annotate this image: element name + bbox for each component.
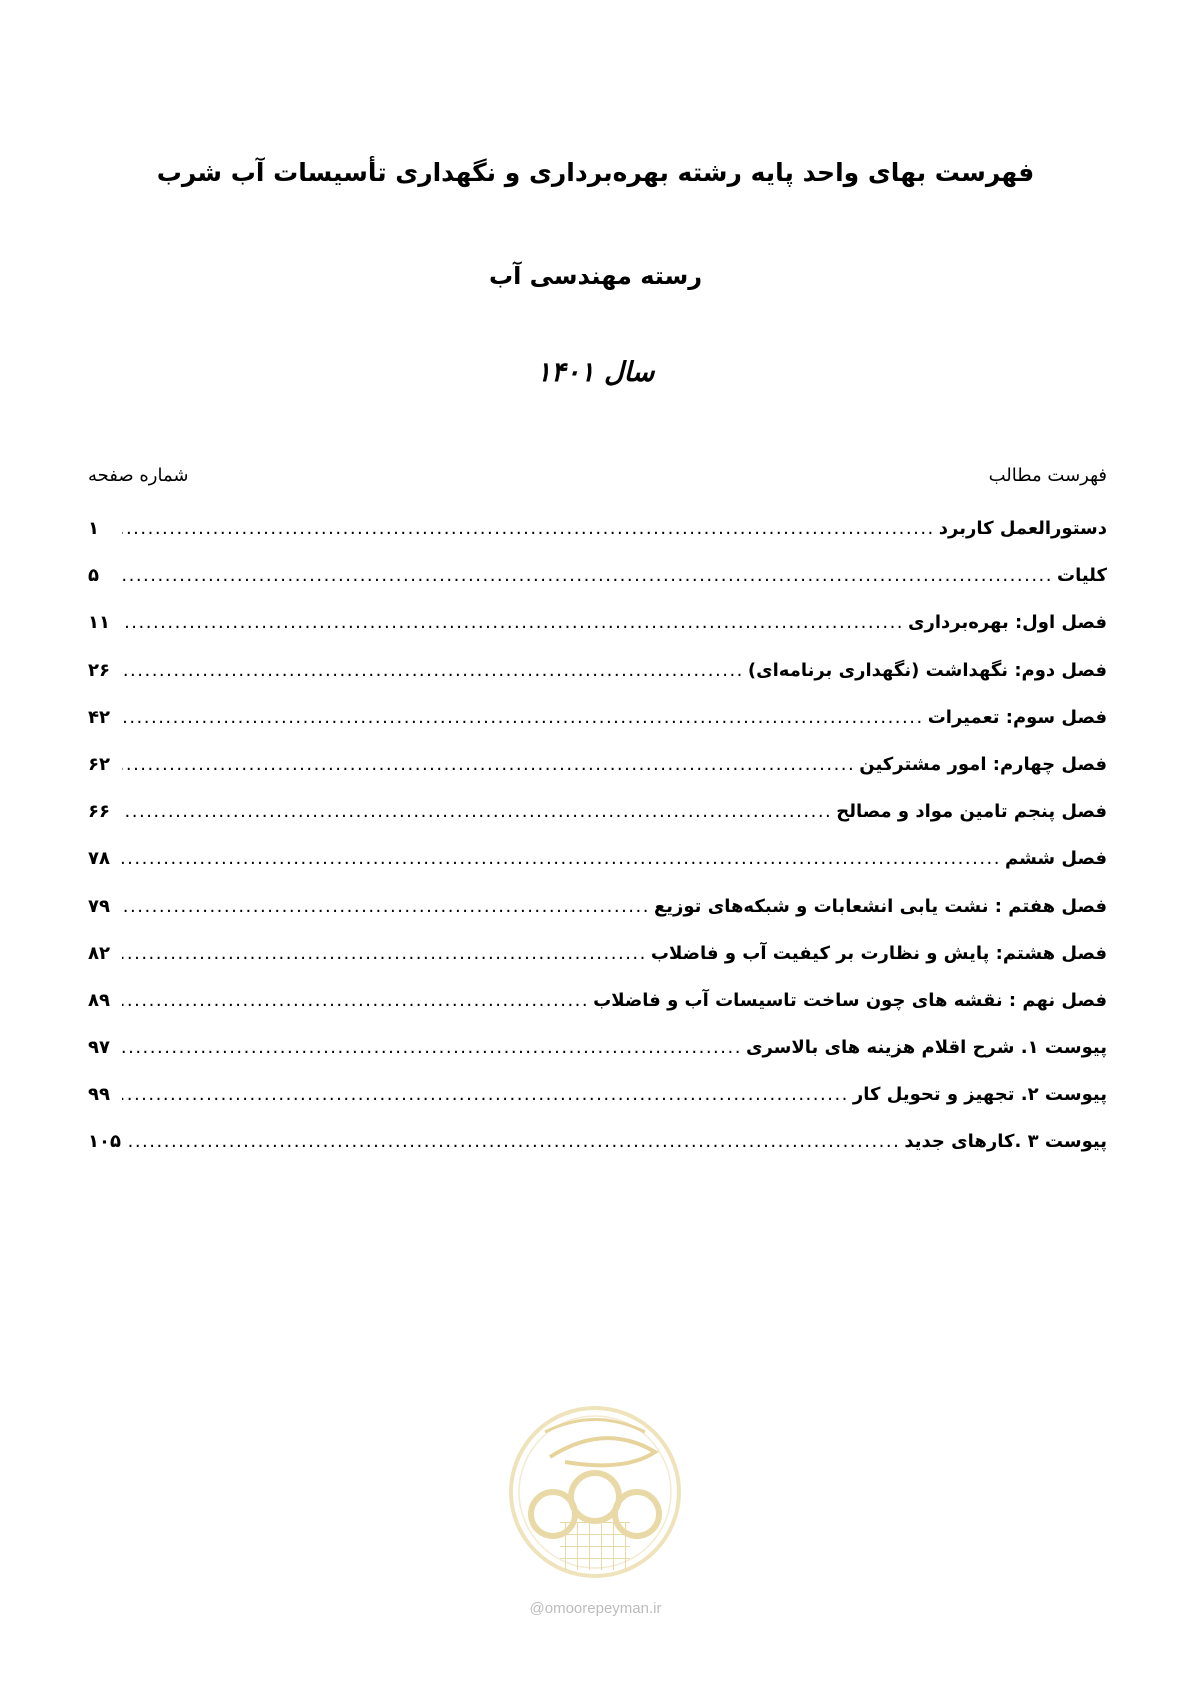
toc-entry[interactable] (88, 565, 1107, 612)
toc-dot-leader (122, 1037, 742, 1058)
toc-dot-leader (122, 943, 647, 964)
toc-entry-label: کلیات (1056, 565, 1107, 587)
toc-entry-label: پیوست ۲. تجهیز و تحویل کار (852, 1084, 1107, 1106)
toc-entry-page-number: ۸۲ (88, 942, 110, 964)
toc-entry[interactable] (88, 1084, 1107, 1131)
toc-entry[interactable] (88, 754, 1107, 801)
toc-entry-label: فصل نهم : نقشه های چون ساخت تاسیسات آب و فاضلاب (593, 989, 1107, 1011)
toc-entry-page-number: ۶۲ (88, 753, 110, 775)
toc-dot-leader (122, 612, 904, 633)
toc-dot-leader (125, 1131, 900, 1152)
toc-entry-label: پیوست ۳ .کارهای جدید (904, 1131, 1107, 1153)
toc-entry-page-number: ۴۲ (88, 706, 110, 728)
toc-entry-page-number: ۶۶ (88, 801, 110, 823)
toc-dot-leader (122, 896, 650, 917)
toc-entry[interactable] (88, 660, 1107, 707)
toc-entry-page-number: ۷۸ (88, 848, 110, 870)
toc-entry-label: فصل هشتم: پایش و نظارت بر کیفیت آب و فاضلاب (650, 942, 1107, 964)
toc-entry-page-number: ۱ (88, 518, 99, 539)
toc-entry[interactable] (88, 801, 1107, 848)
toc-entry-page-number: ۷۹ (88, 895, 110, 917)
watermark-url: @omoorepeyman.ir (529, 1600, 662, 1617)
toc-entry-page-number: ۹۹ (88, 1084, 110, 1106)
toc-dot-leader (122, 660, 744, 681)
toc-entry[interactable] (88, 612, 1107, 659)
toc-entry-label: فصل سوم: تعمیرات (927, 706, 1107, 728)
toc-dot-leader (122, 518, 935, 539)
toc-entry[interactable] (88, 943, 1107, 990)
toc-entry-page-number: ۱۰۵ (88, 1131, 121, 1153)
table-of-contents (88, 460, 1107, 1179)
toc-entry-page-number: ۸۹ (88, 989, 110, 1011)
toc-entry-label: دستورالعمل کاربرد (938, 518, 1107, 539)
toc-entry-label: فصل چهارم: امور مشترکین (859, 753, 1107, 775)
toc-dot-leader (122, 565, 1053, 586)
toc-entry-label: فصل اول: بهره‌برداری (908, 612, 1107, 634)
toc-dot-leader (122, 707, 924, 728)
toc-entry-label: فصل هفتم : نشت یابی انشعابات و شبکه‌های توزیع (653, 895, 1107, 917)
toc-entry-page-number: ۵ (88, 565, 99, 587)
toc-dot-leader (122, 1084, 849, 1105)
toc-entry-label: فصل پنجم تامین مواد و مصالح (836, 801, 1107, 823)
toc-dot-leader (122, 848, 1001, 869)
toc-list (88, 518, 1107, 1179)
toc-entry[interactable] (88, 848, 1107, 895)
toc-entry[interactable] (88, 707, 1107, 754)
toc-entry-label: فصل ششم (1005, 848, 1107, 870)
main-title: فهرست بهای واحد پایه رشته بهره‌برداری و نگهداری تأسیسات آب شرب (156, 158, 1035, 187)
toc-dot-leader (122, 754, 855, 775)
toc-entry[interactable] (88, 1131, 1107, 1178)
watermark-logo-icon (505, 1402, 685, 1582)
sub-title: رسته مهندسی آب (488, 262, 703, 290)
toc-entry-page-number: ۹۷ (88, 1037, 110, 1059)
year-title: سال ۱۴۰۱ (536, 357, 655, 388)
toc-entry[interactable] (88, 1037, 1107, 1084)
toc-entry-page-number: ۲۶ (88, 659, 110, 681)
toc-entry[interactable] (88, 990, 1107, 1037)
toc-header (88, 460, 1107, 490)
toc-heading-contents: فهرست مطالب (988, 464, 1107, 486)
toc-entry[interactable] (88, 518, 1107, 565)
toc-entry-page-number: ۱۱ (88, 612, 110, 634)
toc-entry-label: فصل دوم: نگهداشت (نگهداری برنامه‌ای) (747, 659, 1107, 681)
toc-entry[interactable] (88, 896, 1107, 943)
toc-entry-label: پیوست ۱. شرح اقلام هزینه های بالاسری (745, 1037, 1107, 1059)
toc-heading-page-number: شماره صفحه (88, 464, 189, 486)
toc-dot-leader (122, 801, 832, 822)
toc-dot-leader (122, 990, 589, 1011)
